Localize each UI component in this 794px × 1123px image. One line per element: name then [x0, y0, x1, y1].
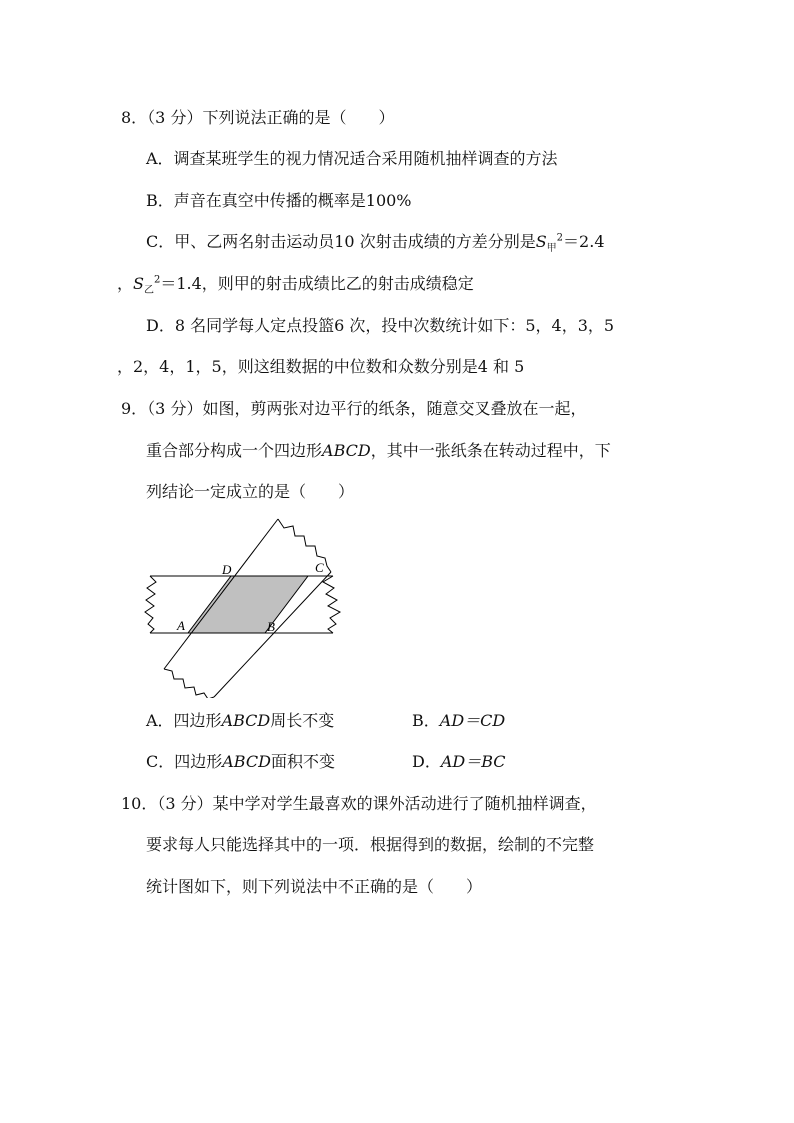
- point-c-label: C: [315, 560, 324, 575]
- quadrilateral-name: ABCD: [221, 711, 271, 730]
- quadrilateral-name: ABCD: [322, 441, 371, 460]
- variance-symbol: S: [535, 232, 547, 251]
- q9-option-a-text: 周长不变: [270, 711, 335, 730]
- q8-option-a: A．调查某班学生的视力情况适合采用随机抽样调查的方法: [146, 149, 558, 168]
- comma: ，: [117, 274, 134, 293]
- q8-option-c-text: C．甲、乙两名射击运动员10 次射击成绩的方差分别是: [146, 232, 536, 251]
- variance-exponent: 2: [153, 274, 161, 286]
- point-d-label: D: [222, 562, 232, 577]
- q9-option-d: [412, 751, 506, 773]
- q9-stem-text: 重合部分构成一个四边形: [146, 441, 323, 460]
- equation: AD＝CD: [439, 711, 506, 730]
- q10-stem-line1: 10．（3 分）某中学对学生最喜欢的课外活动进行了随机抽样调查，: [121, 794, 597, 813]
- paper-strips-figure: [138, 514, 350, 698]
- q9-option-b: [412, 710, 505, 732]
- variance-exponent: 2: [556, 232, 564, 244]
- q9-option-c: [146, 751, 335, 773]
- q10-stem-line2: 要求每人只能选择其中的一项．根据得到的数据，绘制的不完整: [146, 835, 595, 854]
- q8-option-c-rest: ＝1.4，则甲的射击成绩比乙的射击成绩稳定: [160, 274, 474, 293]
- variance-value: ＝2.4: [563, 232, 605, 251]
- quadrilateral-name: ABCD: [222, 752, 271, 771]
- q9-stem-line1: 9．（3 分）如图，剪两张对边平行的纸条，随意交叉叠放在一起，: [121, 399, 587, 418]
- variance-subscript: 乙: [143, 285, 154, 297]
- q9-stem-line2: [146, 440, 611, 462]
- q8-option-c-line2: [117, 273, 474, 295]
- q9-stem-line3: 列结论一定成立的是（ ）: [146, 482, 355, 501]
- q10-stem-line3: 统计图如下，则下列说法中不正确的是（ ）: [146, 877, 483, 896]
- q8-option-c-line1: [146, 231, 605, 253]
- q9-stem-text: ，其中一张纸条在转动过程中，下: [370, 441, 611, 460]
- point-a-label: A: [177, 618, 185, 633]
- overlap-quadrilateral: [188, 576, 308, 633]
- q8-option-d-line1: D．8 名同学每人定点投篮6 次，投中次数统计如下：5，4，3，5: [146, 316, 615, 335]
- q9-option-a-text: A．四边形: [146, 711, 222, 730]
- q9-option-a: [146, 710, 334, 732]
- q9-option-c-text: 面积不变: [270, 752, 335, 771]
- variance-subscript: 甲: [546, 243, 557, 255]
- q8-option-d-line2: ，2，4，1，5，则这组数据的中位数和众数分别是4 和 5: [117, 357, 525, 376]
- q8-option-b: B．声音在真空中传播的概率是100%: [146, 191, 412, 210]
- variance-symbol: S: [133, 274, 144, 293]
- point-b-label: B: [267, 619, 275, 634]
- q9-option-b-text: B．: [412, 711, 440, 730]
- q9-option-d-text: D．: [412, 752, 441, 771]
- q9-option-c-text: C．四边形: [146, 752, 223, 771]
- q8-stem: 8．（3 分）下列说法正确的是（ ）: [121, 108, 395, 127]
- equation: AD＝BC: [440, 752, 506, 771]
